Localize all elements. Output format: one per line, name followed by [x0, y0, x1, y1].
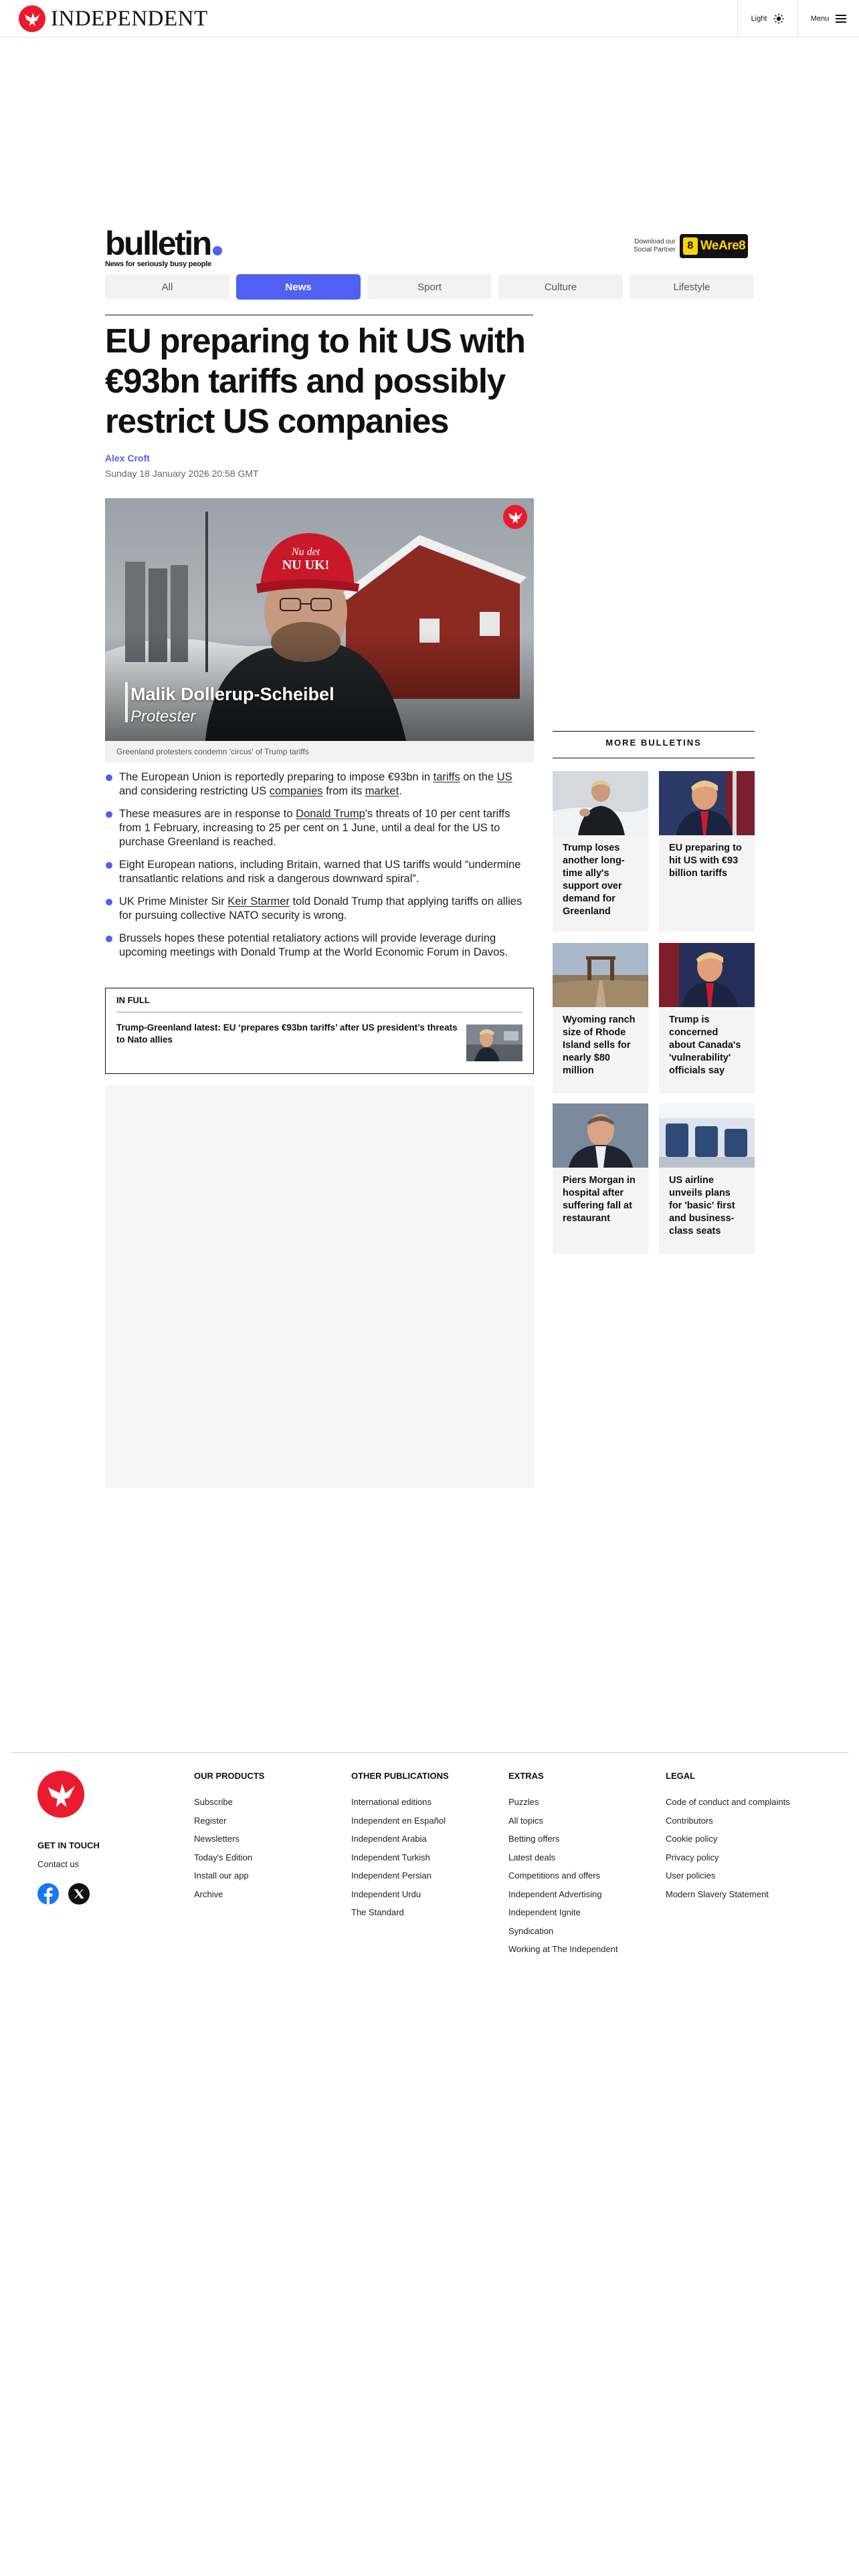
footer-column-title: OUR PRODUCTS [194, 1771, 265, 1781]
footer-link[interactable]: Betting offers [508, 1834, 560, 1844]
footer-column-title: LEGAL [666, 1771, 696, 1781]
card-headline: Wyoming ranch size of Rhode Island sells for nearly $80 million [563, 1014, 636, 1076]
bulletin-card[interactable] [553, 1103, 648, 1254]
bulletin-card[interactable] [553, 771, 648, 932]
footer-link[interactable]: Newsletters [194, 1834, 240, 1844]
donald-trump-link[interactable]: Donald Trump [296, 808, 365, 820]
card-image [659, 1103, 755, 1168]
footer-link[interactable]: All topics [508, 1815, 544, 1826]
bulletin-card[interactable] [659, 771, 755, 932]
bulletin-tagline: News for seriously busy people [105, 260, 212, 268]
footer-link[interactable]: Working at The Independent [508, 1944, 618, 1954]
headline-divider [105, 314, 533, 316]
footer-link[interactable]: Independent Persian [351, 1870, 432, 1881]
footer-link[interactable]: Cookie policy [666, 1834, 718, 1844]
eagle-logo-icon [19, 5, 45, 32]
footer-link[interactable]: Independent Turkish [351, 1852, 430, 1862]
contact-us-link[interactable]: Contact us [37, 1859, 80, 1869]
footer-link[interactable]: Privacy policy [666, 1852, 719, 1862]
theme-label: Light [751, 15, 767, 23]
x-icon[interactable] [68, 1883, 90, 1905]
bullet-item: These measures are in response to Donald Trump's threats of 10 per cent tariffs from 1 February, increasing to 25 per cent on 1 June, until a deal for the US to purchase Greenland is reached. [105, 807, 533, 849]
card-headline: Piers Morgan in hospital after suffering fall at restaurant [563, 1175, 636, 1224]
site-header [0, 0, 859, 37]
tab-lifestyle[interactable]: Lifestyle [630, 274, 754, 300]
footer-link[interactable]: Archive [194, 1889, 223, 1899]
independent-badge-icon [503, 505, 527, 529]
footer-divider [11, 1752, 848, 1753]
bulletin-card[interactable] [553, 943, 648, 1093]
publish-date: Sunday 18 January 2026 20:58 GMT [105, 468, 259, 479]
card-headline: EU preparing to hit US with €93 billion tariffs [669, 843, 742, 879]
facebook-icon[interactable] [37, 1883, 59, 1905]
footer-link[interactable]: Today's Edition [194, 1852, 253, 1862]
sidebar-title: MORE BULLETINS [605, 738, 702, 748]
get-in-touch-title: GET IN TOUCH [37, 1840, 100, 1850]
tab-news[interactable]: News [236, 274, 361, 300]
weare8-name: WeAre8 [700, 239, 746, 253]
footer-link[interactable]: Independent Advertising [508, 1889, 602, 1899]
footer-link[interactable]: Independent Urdu [351, 1889, 421, 1899]
footer-link[interactable]: Subscribe [194, 1797, 233, 1807]
tab-all[interactable]: All [105, 274, 229, 300]
footer-link[interactable]: Independent Arabia [351, 1834, 427, 1844]
footer-link[interactable]: User policies [666, 1870, 716, 1881]
card-headline: Trump is concerned about Canada's 'vulnerability' officials say [669, 1014, 741, 1076]
in-full-article-link[interactable]: Trump-Greenland latest: EU ‘prepares €93bn tariffs’ after US president’s threats to Nato allies [116, 1023, 458, 1045]
footer-link[interactable]: Syndication [508, 1925, 554, 1936]
bullet-item: Eight European nations, including Britain, warned that US tariffs would “undermine transatlantic relations and risk a dangerous downward spiral”. [105, 858, 533, 886]
social-partner-link[interactable] [634, 234, 748, 258]
theme-toggle-button[interactable] [737, 0, 797, 37]
bulletin-card[interactable] [659, 1103, 755, 1254]
sun-icon [773, 13, 784, 24]
footer-link[interactable]: Latest deals [508, 1852, 556, 1862]
us-link[interactable]: US [496, 771, 512, 783]
footer-eagle-logo-icon[interactable] [37, 1771, 84, 1818]
image-caption: Greenland protesters condemn 'circus' of Trump tariffs [105, 741, 534, 762]
footer-link[interactable]: Competitions and offers [508, 1870, 601, 1881]
footer-link[interactable]: Independent Ignite [508, 1907, 581, 1917]
keir-starmer-link[interactable]: Keir Starmer [227, 895, 290, 907]
card-image [553, 943, 648, 1007]
in-full-thumbnail[interactable] [466, 1025, 522, 1061]
tariffs-link[interactable]: tariffs [433, 771, 460, 783]
footer-link[interactable]: Register [194, 1815, 227, 1826]
footer-column-title: EXTRAS [508, 1771, 544, 1781]
bullet-item: UK Prime Minister Sir Keir Starmer told Donald Trump that applying tariffs on allies for pursuing collective NATO security is wrong. [105, 895, 533, 923]
site-wordmark: INDEPENDENT [51, 7, 208, 31]
footer-link[interactable]: Independent en Español [351, 1815, 446, 1826]
bulletin-wordmark: bulletin [105, 225, 211, 262]
card-image [553, 771, 648, 835]
summary-bullets [105, 770, 533, 968]
footer-column-other-publications [351, 1771, 449, 1922]
footer-link[interactable]: Modern Slavery Statement [666, 1889, 769, 1899]
footer-column-legal [666, 1771, 790, 1903]
bulletin-logo[interactable] [105, 227, 222, 268]
weare8-logo-mark: 8 [683, 237, 698, 255]
in-full-box [105, 988, 534, 1074]
card-image [553, 1103, 648, 1168]
author-link[interactable]: Alex Croft [105, 453, 150, 463]
header-actions [737, 0, 859, 37]
hero-video[interactable] [105, 498, 534, 741]
footer-column-our-products [194, 1771, 264, 1903]
tab-culture[interactable]: Culture [498, 274, 623, 300]
footer-link[interactable]: Puzzles [508, 1797, 539, 1807]
footer-link[interactable]: Code of conduct and complaints [666, 1797, 790, 1807]
footer-column-extras [508, 1771, 618, 1959]
menu-button[interactable] [797, 0, 859, 37]
market-link[interactable]: market [365, 785, 399, 797]
footer-link[interactable]: Install our app [194, 1870, 249, 1881]
card-headline: Trump loses another long-time ally's support over demand for Greenland [563, 843, 625, 917]
sidebar-divider-top [553, 731, 755, 732]
category-tabs [105, 274, 754, 300]
footer-column-title: OTHER PUBLICATIONS [351, 1771, 449, 1781]
menu-label: Menu [810, 15, 830, 23]
in-full-title: IN FULL [116, 995, 150, 1005]
bulletin-card[interactable] [659, 943, 755, 1093]
card-image [659, 771, 755, 835]
card-image [659, 943, 755, 1007]
card-headline: US airline unveils plans for 'basic' first and business-class seats [669, 1175, 735, 1237]
hero-person-role: Protester [130, 708, 196, 726]
footer-link[interactable]: International editions [351, 1797, 432, 1807]
partner-text: Download our Social Partner [634, 238, 676, 253]
bullet-item: Brussels hopes these potential retaliatory actions will provide leverage during upcoming meetings with Donald Trump at the World Economic Forum in Davos. [105, 932, 533, 960]
footer-link[interactable]: Contributors [666, 1815, 713, 1826]
companies-link[interactable]: companies [269, 785, 323, 797]
bullet-item: The European Union is reportedly preparing to impose €93bn in tariffs on the US and considering restricting US companies from its market. [105, 770, 533, 798]
tab-sport[interactable]: Sport [367, 274, 492, 300]
independent-home-link[interactable] [19, 5, 208, 32]
weare8-badge [680, 234, 748, 258]
hero-person-name: Malik Dollerup-Scheibel [130, 684, 335, 704]
article-headline: EU preparing to hit US with €93bn tariffs and possibly restrict US companies [105, 322, 525, 440]
menu-icon [836, 13, 846, 25]
bulletin-dot-icon [213, 246, 222, 255]
advertisement-placeholder [105, 1085, 534, 1488]
footer-link[interactable]: The Standard [351, 1907, 404, 1917]
